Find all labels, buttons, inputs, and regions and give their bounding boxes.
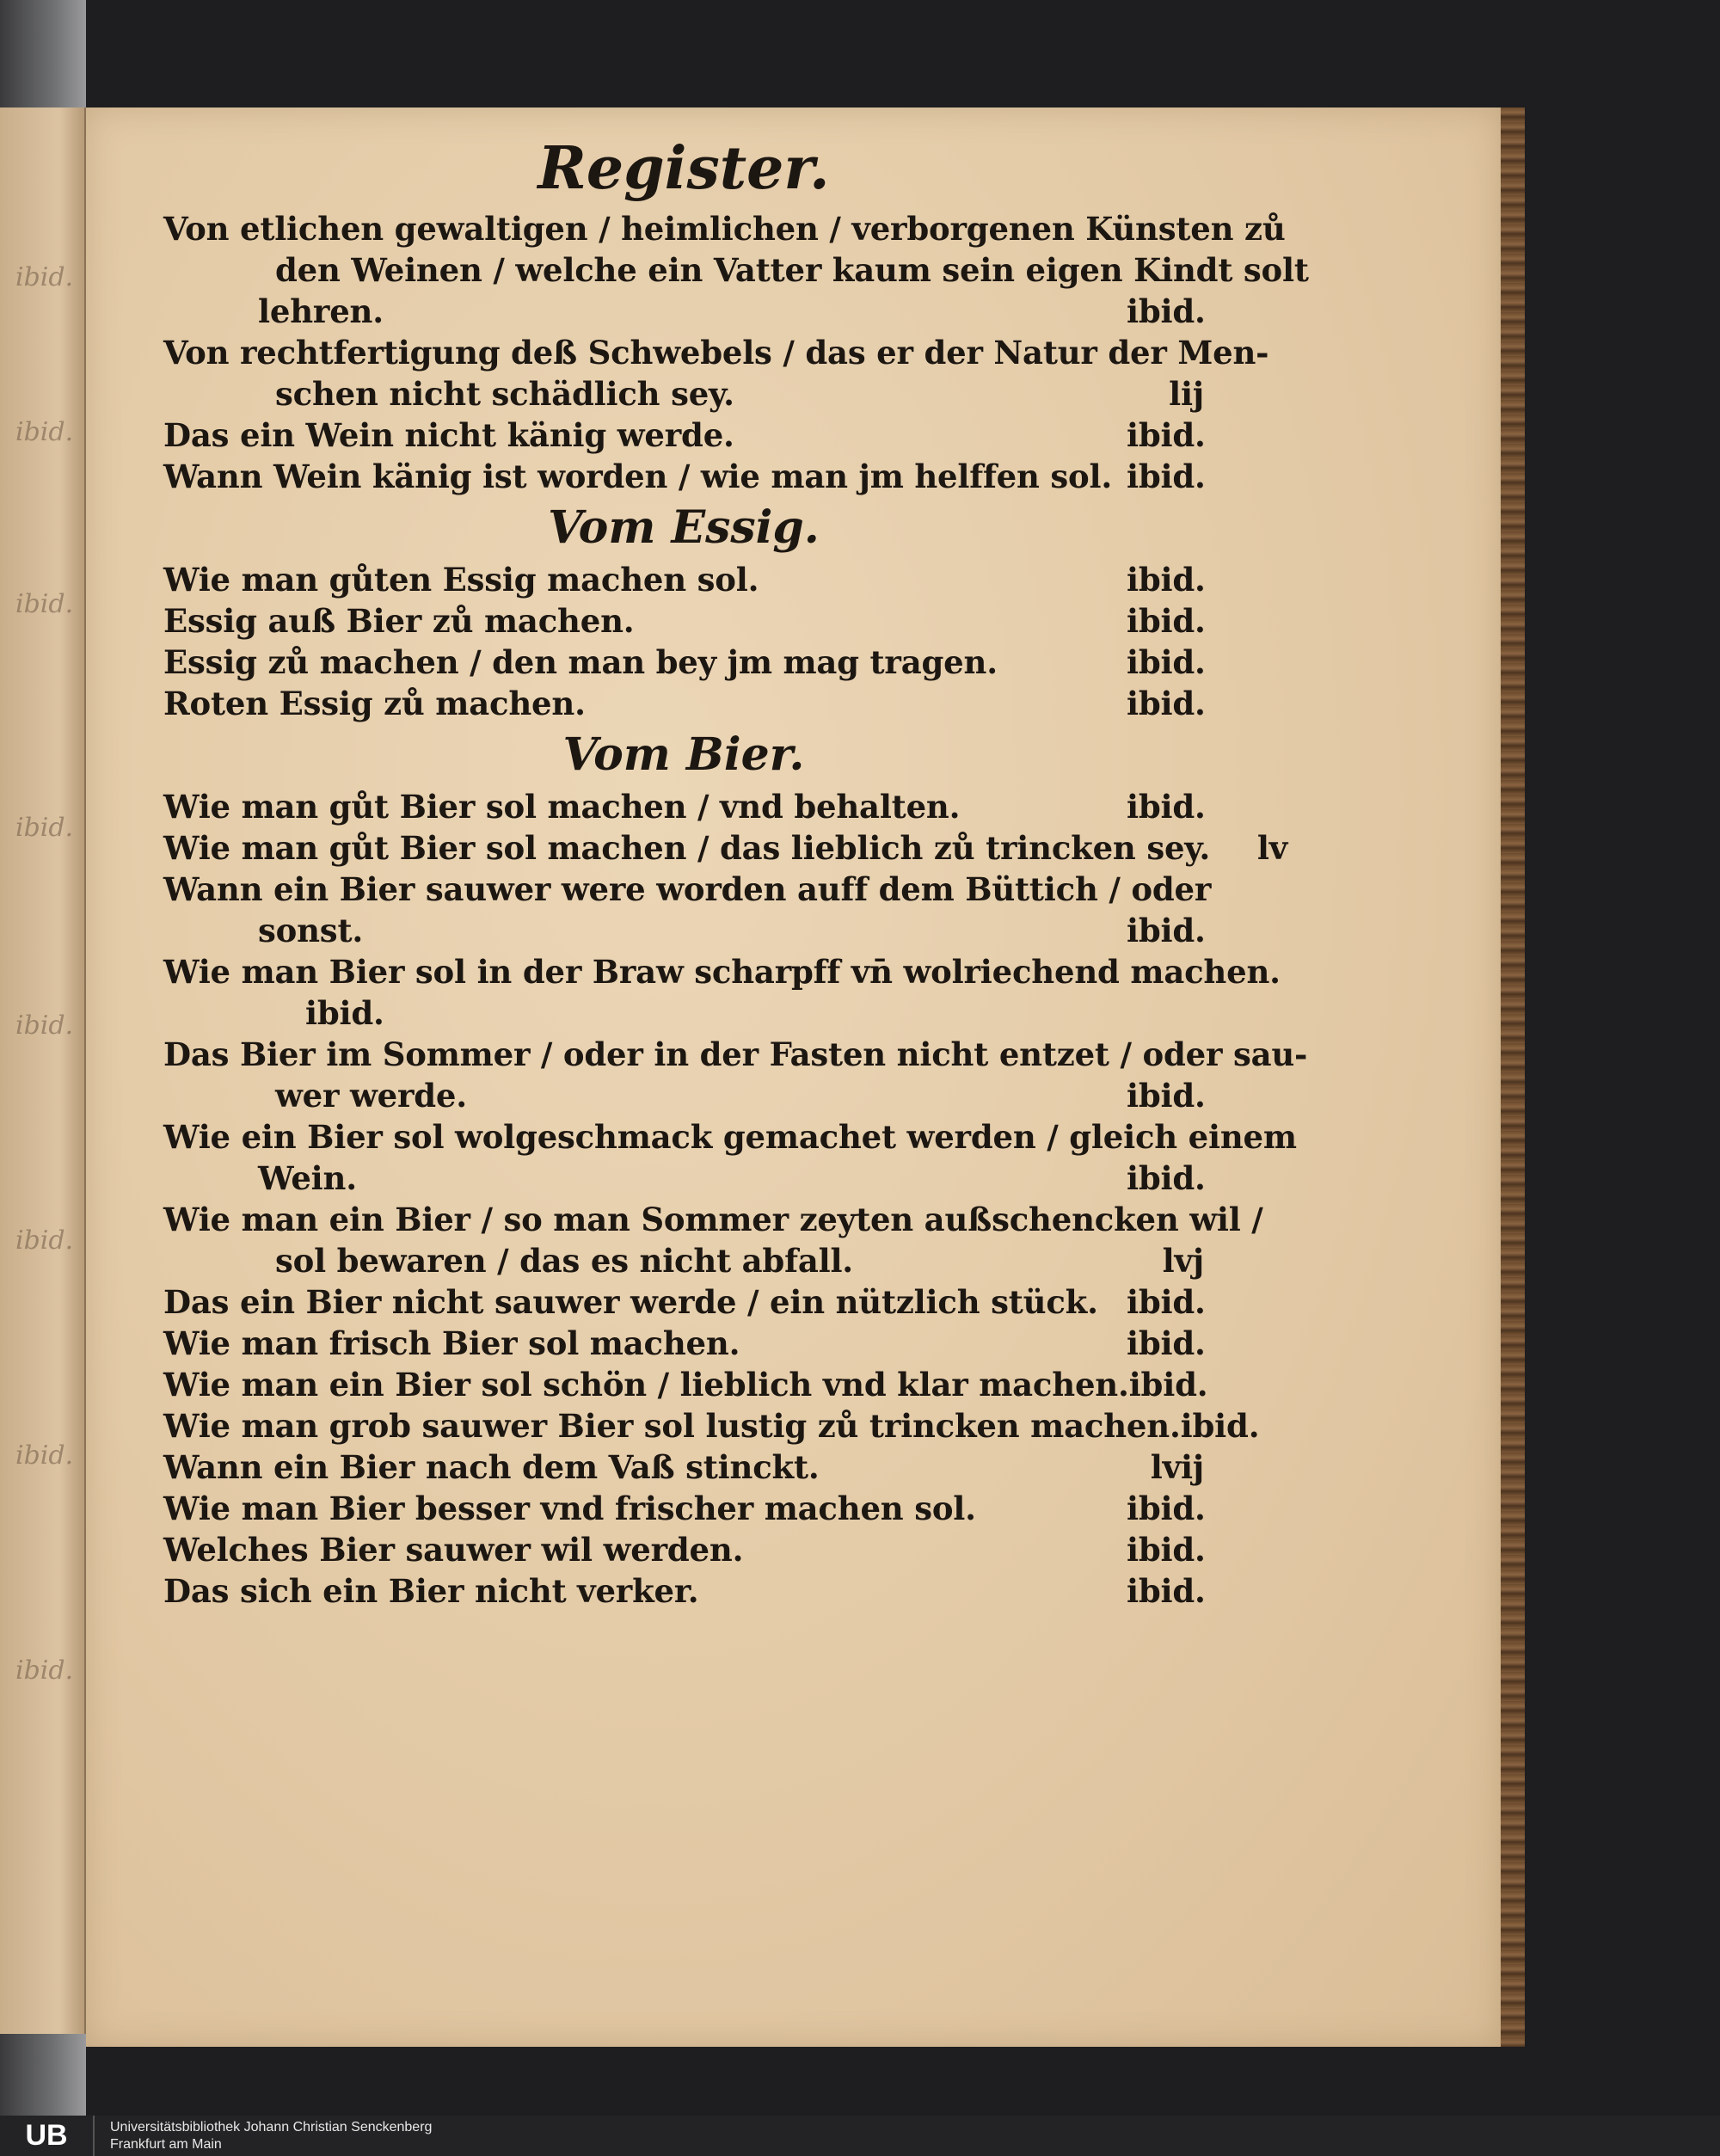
entry-line: Welches Bier sauwer wil werden. bbox=[163, 1531, 744, 1569]
page-reference: ibid. bbox=[305, 994, 384, 1032]
entry-line: Wie man Bier besser vnd frischer machen sol. bbox=[163, 1490, 976, 1527]
register-entry bbox=[163, 456, 1204, 497]
library-city: Frankfurt am Main bbox=[110, 2136, 222, 2152]
library-info bbox=[95, 2119, 432, 2153]
entry-line: Roten Essig zů machen. bbox=[163, 685, 586, 722]
page-reference: lvj bbox=[1162, 1242, 1204, 1280]
entry-line: Wie man ein Bier / so man Sommer zeyten außschencken wil / bbox=[163, 1201, 1263, 1238]
entry-line: Wann ein Bier sauwer were worden auff dem Büttich / oder bbox=[163, 870, 1212, 908]
register-entry bbox=[163, 869, 1212, 951]
page-reference: ibid. bbox=[1180, 1407, 1260, 1445]
register-entry bbox=[163, 1570, 1204, 1612]
register-entry bbox=[163, 1405, 1260, 1447]
entry-line: lehren. bbox=[258, 292, 384, 330]
page-reference: ibid. bbox=[1127, 458, 1206, 495]
entry-line: Das ein Wein nicht känig werde. bbox=[163, 416, 734, 454]
register-entry bbox=[163, 1447, 1204, 1488]
entry-line: Essig auß Bier zů machen. bbox=[163, 602, 635, 640]
page-reference: ibid. bbox=[1127, 912, 1206, 949]
register-entry bbox=[163, 1364, 1208, 1405]
register-entry bbox=[163, 683, 1204, 724]
register-entry bbox=[163, 786, 1204, 827]
register-entry bbox=[163, 600, 1204, 642]
page-reference: ibid. bbox=[1127, 1572, 1206, 1610]
entry-line: Wein. bbox=[258, 1159, 357, 1197]
page-reference: ibid. bbox=[1127, 685, 1206, 722]
page-reference: ibid. bbox=[1127, 292, 1206, 330]
page-title: Register. bbox=[538, 134, 830, 203]
page-reference: ibid. bbox=[1127, 1077, 1206, 1115]
page-reference: lvij bbox=[1150, 1448, 1204, 1486]
register-entry bbox=[163, 1199, 1263, 1281]
register-entry bbox=[163, 1323, 1204, 1364]
page-reference: ibid. bbox=[1127, 1490, 1206, 1527]
library-name: Universitätsbibliothek Johann Christian Senckenberg bbox=[110, 2119, 433, 2135]
register-entry bbox=[163, 208, 1309, 332]
entry-line: Wie man gůt Bier sol machen / vnd behalten. bbox=[163, 788, 961, 826]
register-entry bbox=[163, 332, 1269, 415]
section-title-bier: Vom Bier. bbox=[562, 728, 805, 781]
entry-line: sol bewaren / das es nicht abfall. bbox=[275, 1242, 853, 1280]
entry-line: Wann Wein känig ist worden / wie man jm helffen sol. bbox=[163, 458, 1113, 495]
entry-line: Von rechtfertigung deß Schwebels / das er der Natur der Men- bbox=[163, 334, 1269, 372]
page-reference: ibid. bbox=[1127, 1159, 1206, 1197]
page-reference: ibid. bbox=[1127, 602, 1206, 640]
entry-line: Wie man ein Bier sol schön / lieblich vnd klar machen. bbox=[163, 1366, 1129, 1404]
entry-line: Wie ein Bier sol wolgeschmack gemachet werden / gleich einem bbox=[163, 1118, 1297, 1156]
library-footer bbox=[0, 2116, 1720, 2156]
register-entry bbox=[163, 1034, 1308, 1116]
ub-logo: UB bbox=[0, 2116, 95, 2156]
register-entry bbox=[163, 951, 1281, 1034]
entry-line: den Weinen / welche ein Vatter kaum sein eigen Kindt solt bbox=[275, 251, 1309, 289]
page-reference: ibid. bbox=[1127, 643, 1206, 681]
entry-line: schen nicht schädlich sey. bbox=[275, 375, 734, 413]
page-reference: lv bbox=[1256, 829, 1288, 867]
page-reference: ibid. bbox=[1127, 561, 1206, 599]
register-entry bbox=[163, 827, 1288, 869]
entry-line: Das ein Bier nicht sauwer werde / ein nützlich stück. bbox=[163, 1283, 1098, 1321]
register-content bbox=[163, 129, 1309, 1612]
register-entry bbox=[163, 415, 1204, 456]
entry-line: sonst. bbox=[258, 912, 364, 949]
entry-line: Wie man gůten Essig machen sol. bbox=[163, 561, 759, 599]
page-reference: ibid. bbox=[1128, 1366, 1208, 1404]
page-reference: ibid. bbox=[1127, 416, 1206, 454]
page-reference: ibid. bbox=[1127, 788, 1206, 826]
page-reference: lij bbox=[1169, 375, 1204, 413]
page-reference: ibid. bbox=[1127, 1283, 1206, 1321]
entry-line: Von etlichen gewaltigen / heimlichen / verborgenen Künsten zů bbox=[163, 210, 1286, 248]
entry-line: Wie man grob sauwer Bier sol lustig zů trincken machen. bbox=[163, 1407, 1181, 1445]
entry-line: Wie man frisch Bier sol machen. bbox=[163, 1324, 740, 1362]
entry-line: wer werde. bbox=[275, 1077, 467, 1115]
register-entry bbox=[163, 1281, 1204, 1323]
register-entry bbox=[163, 642, 1204, 683]
register-entry bbox=[163, 1529, 1204, 1570]
previous-page-fragment: ibid. ibid. ibid. ibid. ibid. ibid. ibid. ibid. bbox=[0, 107, 86, 2034]
entry-line: Wann ein Bier nach dem Vaß stinckt. bbox=[163, 1448, 820, 1486]
register-entry bbox=[163, 559, 1204, 600]
entry-line: Wie man Bier sol in der Braw scharpff vn̄ wolriechend machen. bbox=[163, 953, 1281, 991]
page-stack-edge bbox=[1501, 107, 1525, 2047]
register-entry bbox=[163, 1488, 1204, 1529]
section-title-essig: Vom Essig. bbox=[548, 501, 820, 554]
register-entry bbox=[163, 1116, 1297, 1199]
entry-line: Wie man gůt Bier sol machen / das lieblich zů trincken sey. bbox=[163, 829, 1211, 867]
entry-line: Das Bier im Sommer / oder in der Fasten nicht entzet / oder sau- bbox=[163, 1035, 1308, 1073]
page-reference: ibid. bbox=[1127, 1324, 1206, 1362]
entry-line: Das sich ein Bier nicht verker. bbox=[163, 1572, 699, 1610]
entry-line: Essig zů machen / den man bey jm mag tragen. bbox=[163, 643, 998, 681]
page-reference: ibid. bbox=[1127, 1531, 1206, 1569]
